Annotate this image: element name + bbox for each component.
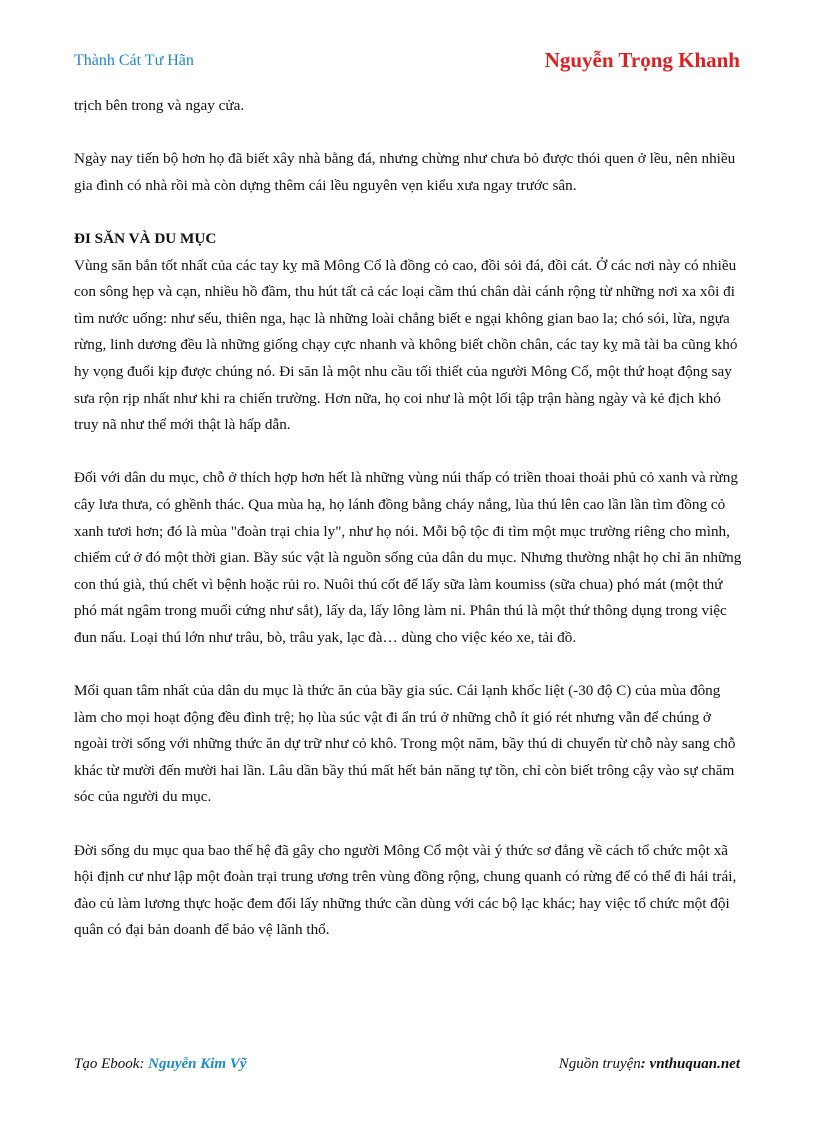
page-body <box>74 93 744 944</box>
ebook-label: Tạo Ebook <box>74 1056 140 1072</box>
paragraph-society: Đời sống du mục qua bao thế hệ đã gây cho người Mông Cổ một vài ý thức sơ đẳng về cách tổ chức một xã hội định cư như lập một đoàn trại trung ương trên vùng đồng rộng, chung quanh có rừng để có thể đi hái trái, đào củ làm lương thực hoặc đem đổi lấy những thức cần dùng với các bộ lạc khác; hay việc tổ chức một đội quân có đại bản doanh để bảo vệ lãnh thổ. <box>74 841 737 939</box>
source-site: vnthuquan.net <box>649 1056 740 1072</box>
author-name: Nguyễn Trọng Khanh <box>544 48 740 72</box>
source-separator: : <box>640 1056 650 1072</box>
paragraph-nomads: Đối với dân du mục, chỗ ở thích hợp hơn hết là những vùng núi thấp có triền thoai thoải phủ cỏ xanh và rừng cây lưa thưa, có ghềnh thác. Qua mùa hạ, họ lánh đồng bằng cháy nắng, lùa thú lên cao lần lần tìm đồng cỏ xanh tươi hơn; đó là mùa "đoàn trại chia ly", như họ nói. Mỗi bộ tộc đi tìm một mục trường riêng cho mình, chiếm cứ ở đó một thời gian. Bầy súc vật là nguồn sống của dân du mục. Nhưng thường nhật họ chỉ ăn những con thú già, thú chết vì bệnh hoặc rủi ro. Nuôi thú cốt để lấy sữa làm koumiss (sữa chua) phó mát (một thứ phó mát ngâm trong muối cứng như sắt), lấy da, lấy lông làm nỉ. Phân thú là một thứ thông dụng trong việc đun nấu. Loại thú lớn như trâu, bò, trâu yak, lạc đà… dùng cho việc kéo xe, tải đồ. <box>74 469 742 646</box>
ebook-creator: Nguyễn Kim Vỹ <box>148 1056 247 1072</box>
section-heading: ĐI SĂN VÀ DU MỤC <box>74 229 217 247</box>
intro-fragment: trịch bên trong và ngay cửa. <box>74 97 245 114</box>
paragraph-modern-houses: Ngày nay tiến bộ hơn họ đã biết xây nhà bằng đá, nhưng chừng như chưa bỏ được thói quen ở lều, nên nhiều gia đình có nhà rồi mà còn dựng thêm cái lều nguyên vẹn kiểu xưa ngay trước sân. <box>74 150 736 194</box>
source-label: Nguồn truyện <box>558 1056 641 1072</box>
ebook-separator: : <box>139 1056 149 1072</box>
ebook-credit <box>74 1056 247 1073</box>
paragraph-livestock-food: Mối quan tâm nhất của dân du mục là thức ăn của bầy gia súc. Cái lạnh khốc liệt (-30 độ C) của mùa đông làm cho mọi hoạt động đều đình trệ; họ lùa súc vật đi ẩn trú ở những chỗ ít gió rét nhưng vẫn để chúng ở ngoài trời sống với những thức ăn dự trữ như cỏ khô. Trong một năm, bầy thú di chuyển từ chỗ này sang chỗ khác từ mười đến mười hai lần. Lâu dần bầy thú mất hết bản năng tự tồn, chỉ còn biết trông cậy vào sự chăm sóc của người du mục. <box>74 682 736 806</box>
paragraph-hunting: Vùng săn bắn tốt nhất của các tay kỵ mã Mông Cổ là đồng cỏ cao, đồi sỏi đá, đồi cát. Ở các nơi này có nhiều con sông hẹp và cạn, nhiều hồ đầm, thu hút tất cả các loại cầm thú chân dài cánh rộng từ những nơi xa xôi đi tìm nước uống: như sếu, thiên nga, hạc là những loài chẳng biết e ngại không gian bao la; chó sói, lừa, ngựa rừng, linh dương đều là những giống chạy cực nhanh và không biết chồn chân, các tay kỵ mã tài ba cũng khó hy vọng đuổi kịp được chúng nó. Đi săn là một nhu cầu tối thiết của người Mông Cổ, một thứ hoạt động say sưa rộn rịp nhất như khi ra chiến trường. Hơn nữa, họ coi như là một lối tập trận hàng ngày và kẻ địch khó truy nã như thế mới thật là hấp dẫn. <box>74 256 738 434</box>
source-credit <box>559 1056 740 1073</box>
book-title: Thành Cát Tư Hãn <box>74 52 194 69</box>
